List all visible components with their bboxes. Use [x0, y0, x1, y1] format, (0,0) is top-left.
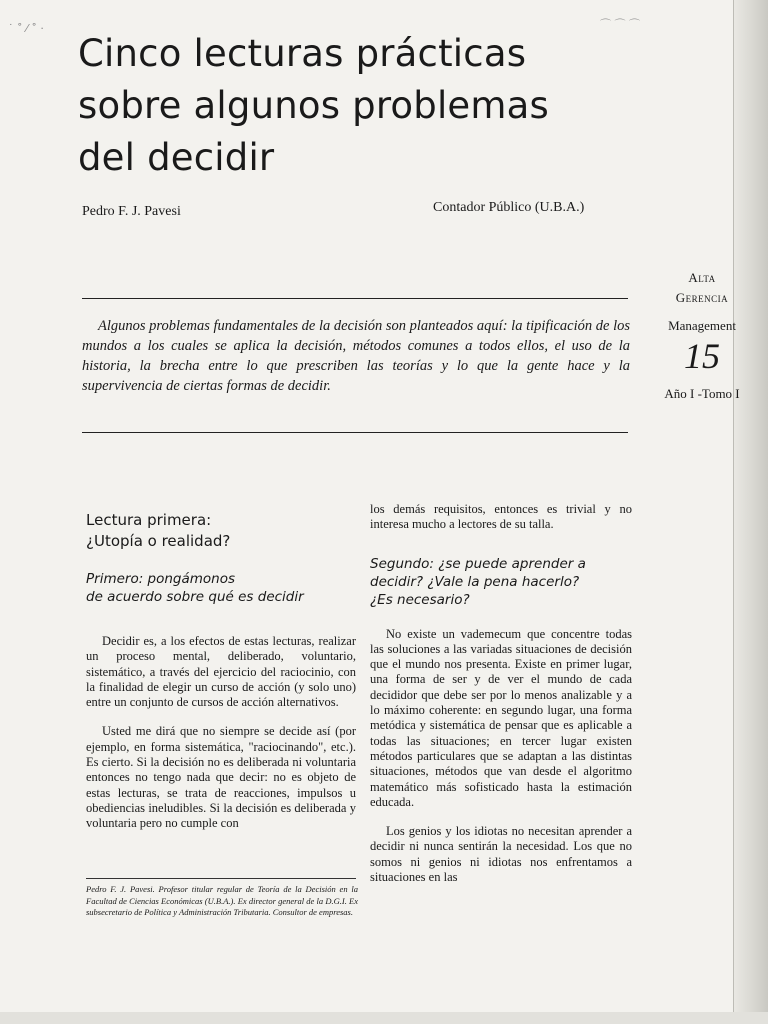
body-paragraph: Usted me dirá que no siempre se decide así (por ejemplo, en forma sistemática, "raciocinando", etc.). Es cierto. Si la decisión no es deliberada ni voluntaria entonces no tengo nada que decir: no es objeto de estas lecturas, se trata de reacciones, impulsos u obediencias ineludibles. Si la decisión es deliberada y voluntaria pero no cumple con	[86, 724, 356, 831]
issue-number: 15	[684, 336, 720, 376]
abstract: Algunos problemas fundamentales de la decisión son planteados aquí: la tipificación de los mundos a los cuales se aplica la decisión, métodos comunes a todos ellos, el uso de la historia, la brecha entre lo que prescriben las teorías y lo que la gente hace y la supervivencia de ciertas formas de decidir.	[82, 318, 630, 394]
section-title-line-1: Lectura primera:	[86, 511, 212, 529]
title-line-1: Cinco lecturas prácticas	[78, 32, 527, 75]
body-paragraph: Los genios y los idiotas no necesitan aprender a decidir ni nunca sentirán la necesidad. Los que no somos ni genios ni idiotas nos enfrentamos a situaciones en las	[370, 824, 632, 885]
page-bottom-edge	[0, 1012, 768, 1024]
article-title	[78, 28, 638, 184]
journal-name-line-1: Alta	[688, 270, 716, 285]
page-edge	[733, 0, 768, 1024]
handwritten-scribble-top-left: ˙ ˚ ⁄ ˚ ·	[8, 22, 44, 35]
author-name: Pedro F. J. Pavesi	[82, 204, 181, 219]
body-paragraph: No existe un vademecum que concentre todas las soluciones a las variadas situaciones de decisión que el mundo nos presenta. Existe en primer lugar, una forma de ser y de ver el mundo de cada decididor que debe ser por lo menos analizable y a lo máximo coherente: en segundo lugar, una forma metódica y sistemática de pensar que es aplicable a todas las situaciones; en tercer lugar existen métodos particulares que se adaptan a las distintas situaciones, métodos que van desde el algoritmo matemático más sofisticado hasta la estimación educada.	[370, 626, 632, 809]
subsection-title-line-2: decidir? ¿Vale la pena hacerlo?	[370, 573, 580, 590]
abstract-bottom-rule	[82, 432, 628, 433]
body-paragraph: Decidir es, a los efectos de estas lecturas, realizar un proceso mental, deliberado, voluntario, sistemático, a través del ejercicio del raciocinio, con la finalidad de elegir un curso de acción (y solo uno) entre un conjunto de cursos de acción alternativos.	[86, 634, 356, 710]
subsection-title	[370, 555, 632, 609]
title-line-3: del decidir	[78, 136, 275, 179]
subsection-title-line-1: Segundo: ¿se puede aprender a	[370, 555, 586, 572]
abstract-top-rule	[82, 298, 628, 299]
subsection-title-line-1: Primero: pongámonos	[86, 571, 236, 587]
footnote-rule	[86, 878, 356, 879]
journal-name-line-2: Gerencia	[675, 290, 729, 305]
journal-sidebar	[652, 268, 752, 402]
journal-name-line-3: Management	[668, 318, 736, 333]
author-footnote: Pedro F. J. Pavesi. Profesor titular regular de Teoría de la Decisión en la Facultad de Ciencias Económicas (U.B.A.). Ex director general de la D.G.I. Ex subsecretario de Política y Administración Tributaria. Consultor de empresas.	[86, 884, 358, 917]
author-credential: Contador Público (U.B.A.)	[433, 200, 585, 215]
subsection-title-line-2: de acuerdo sobre qué es decidir	[86, 589, 304, 605]
title-line-2: sobre algunos problemas	[78, 84, 549, 127]
issue-volume: Año I -Tomo I	[664, 386, 740, 401]
body-paragraph-continued: los demás requisitos, entonces es trivial y no interesa mucho a lectores de su talla.	[370, 502, 632, 532]
subsection-title	[86, 570, 356, 606]
section-title-line-2: ¿Utopía o realidad?	[86, 532, 231, 550]
left-column	[86, 510, 356, 846]
section-title	[86, 510, 356, 552]
handwritten-scribble-top-right: ⌒ ⌒ ⌒	[600, 18, 640, 31]
right-column	[370, 502, 632, 899]
subsection-title-line-3: ¿Es necesario?	[370, 591, 470, 608]
